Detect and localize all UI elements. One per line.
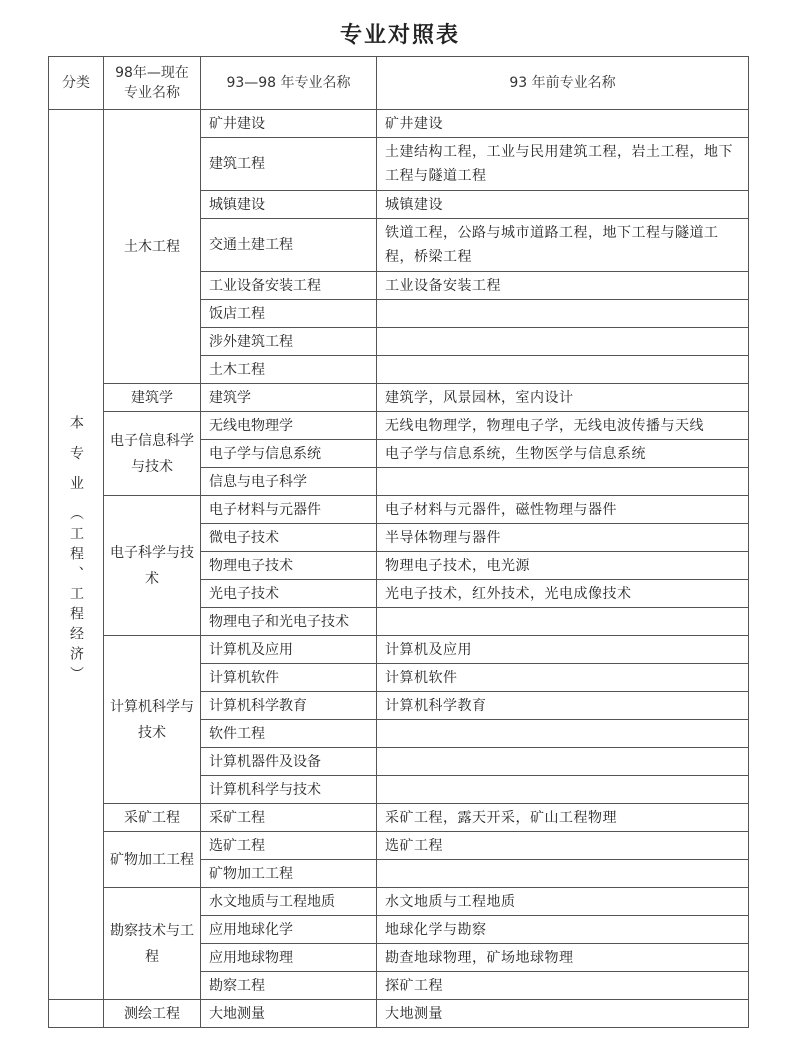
table-row — [49, 1000, 749, 1028]
header-current-name: 98年—现在专业名称 — [104, 57, 201, 110]
major-comparison-table — [48, 56, 749, 1028]
major-name-pre-93 — [377, 356, 749, 384]
major-name-93-98: 水文地质与工程地质 — [201, 888, 377, 916]
current-major-name: 建筑学 — [104, 384, 201, 412]
current-major-name: 电子科学与技术 — [104, 496, 201, 636]
current-major-name: 测绘工程 — [104, 1000, 201, 1028]
major-name-93-98: 采矿工程 — [201, 804, 377, 832]
major-name-93-98: 计算机及应用 — [201, 636, 377, 664]
table-row — [49, 384, 749, 412]
major-name-pre-93: 采矿工程，露天开采，矿山工程物理 — [377, 804, 749, 832]
major-name-pre-93 — [377, 300, 749, 328]
current-major-name: 矿物加工工程 — [104, 832, 201, 888]
major-name-pre-93: 选矿工程 — [377, 832, 749, 860]
major-name-93-98: 电子材料与元器件 — [201, 496, 377, 524]
table-row — [49, 888, 749, 916]
major-name-pre-93 — [377, 860, 749, 888]
major-name-pre-93: 大地测量 — [377, 1000, 749, 1028]
major-name-93-98: 物理电子技术 — [201, 552, 377, 580]
major-name-93-98: 光电子技术 — [201, 580, 377, 608]
major-name-93-98: 计算机器件及设备 — [201, 748, 377, 776]
major-name-pre-93 — [377, 468, 749, 496]
major-name-pre-93: 水文地质与工程地质 — [377, 888, 749, 916]
table-row — [49, 110, 749, 138]
major-name-pre-93: 地球化学与勘察 — [377, 916, 749, 944]
major-name-pre-93: 无线电物理学，物理电子学，无线电波传播与天线 — [377, 412, 749, 440]
major-name-93-98: 电子学与信息系统 — [201, 440, 377, 468]
table-row — [49, 636, 749, 664]
table-body — [49, 110, 749, 1028]
major-name-pre-93 — [377, 608, 749, 636]
major-name-pre-93: 探矿工程 — [377, 972, 749, 1000]
major-name-pre-93: 计算机及应用 — [377, 636, 749, 664]
header-category: 分类 — [49, 57, 104, 110]
major-name-pre-93: 物理电子技术，电光源 — [377, 552, 749, 580]
major-name-93-98: 软件工程 — [201, 720, 377, 748]
major-name-93-98: 矿物加工工程 — [201, 860, 377, 888]
major-name-pre-93: 土建结构工程，工业与民用建筑工程，岩土工程，地下工程与隧道工程 — [377, 138, 749, 191]
current-major-name: 勘察技术与工程 — [104, 888, 201, 1000]
current-major-name: 计算机科学与技术 — [104, 636, 201, 804]
major-name-pre-93 — [377, 720, 749, 748]
major-name-pre-93: 半导体物理与器件 — [377, 524, 749, 552]
major-name-93-98: 计算机科学教育 — [201, 692, 377, 720]
major-name-93-98: 交通土建工程 — [201, 219, 377, 272]
table-row — [49, 496, 749, 524]
major-name-93-98: 建筑学 — [201, 384, 377, 412]
major-name-pre-93: 电子学与信息系统，生物医学与信息系统 — [377, 440, 749, 468]
major-name-93-98: 大地测量 — [201, 1000, 377, 1028]
category-cell — [49, 110, 104, 1000]
current-major-name: 土木工程 — [104, 110, 201, 384]
major-name-93-98: 物理电子和光电子技术 — [201, 608, 377, 636]
major-name-pre-93: 勘查地球物理，矿场地球物理 — [377, 944, 749, 972]
major-name-pre-93: 城镇建设 — [377, 191, 749, 219]
major-name-93-98: 选矿工程 — [201, 832, 377, 860]
table-row — [49, 832, 749, 860]
major-name-pre-93: 建筑学，风景园林，室内设计 — [377, 384, 749, 412]
major-name-pre-93: 铁道工程，公路与城市道路工程，地下工程与隧道工程，桥梁工程 — [377, 219, 749, 272]
major-name-93-98: 工业设备安装工程 — [201, 272, 377, 300]
major-name-93-98: 微电子技术 — [201, 524, 377, 552]
major-name-93-98: 计算机软件 — [201, 664, 377, 692]
category-cell-empty — [49, 1000, 104, 1028]
major-name-93-98: 矿井建设 — [201, 110, 377, 138]
page-title: 专业对照表 — [339, 23, 460, 48]
major-name-pre-93 — [377, 328, 749, 356]
major-name-93-98: 涉外建筑工程 — [201, 328, 377, 356]
current-major-name: 采矿工程 — [104, 804, 201, 832]
current-major-name: 电子信息科学与技术 — [104, 412, 201, 496]
table-row — [49, 412, 749, 440]
major-name-pre-93: 计算机科学教育 — [377, 692, 749, 720]
major-name-93-98: 应用地球化学 — [201, 916, 377, 944]
header-93-98-name: 93—98 年专业名称 — [201, 57, 377, 110]
major-name-pre-93 — [377, 748, 749, 776]
major-name-93-98: 信息与电子科学 — [201, 468, 377, 496]
major-name-93-98: 城镇建设 — [201, 191, 377, 219]
major-name-pre-93 — [377, 776, 749, 804]
major-name-93-98: 计算机科学与技术 — [201, 776, 377, 804]
major-name-93-98: 建筑工程 — [201, 138, 377, 191]
major-name-93-98: 应用地球物理 — [201, 944, 377, 972]
major-name-93-98: 土木工程 — [201, 356, 377, 384]
header-pre-93-name: 93 年前专业名称 — [377, 57, 749, 110]
major-name-pre-93: 矿井建设 — [377, 110, 749, 138]
major-name-93-98: 无线电物理学 — [201, 412, 377, 440]
major-name-pre-93: 光电子技术，红外技术，光电成像技术 — [377, 580, 749, 608]
major-name-pre-93: 电子材料与元器件，磁性物理与器件 — [377, 496, 749, 524]
category-label: 本 专 业 （工程、工程经济） — [68, 414, 84, 687]
table-row — [49, 804, 749, 832]
major-name-93-98: 勘察工程 — [201, 972, 377, 1000]
major-name-pre-93: 计算机软件 — [377, 664, 749, 692]
major-name-93-98: 饭店工程 — [201, 300, 377, 328]
major-name-pre-93: 工业设备安装工程 — [377, 272, 749, 300]
